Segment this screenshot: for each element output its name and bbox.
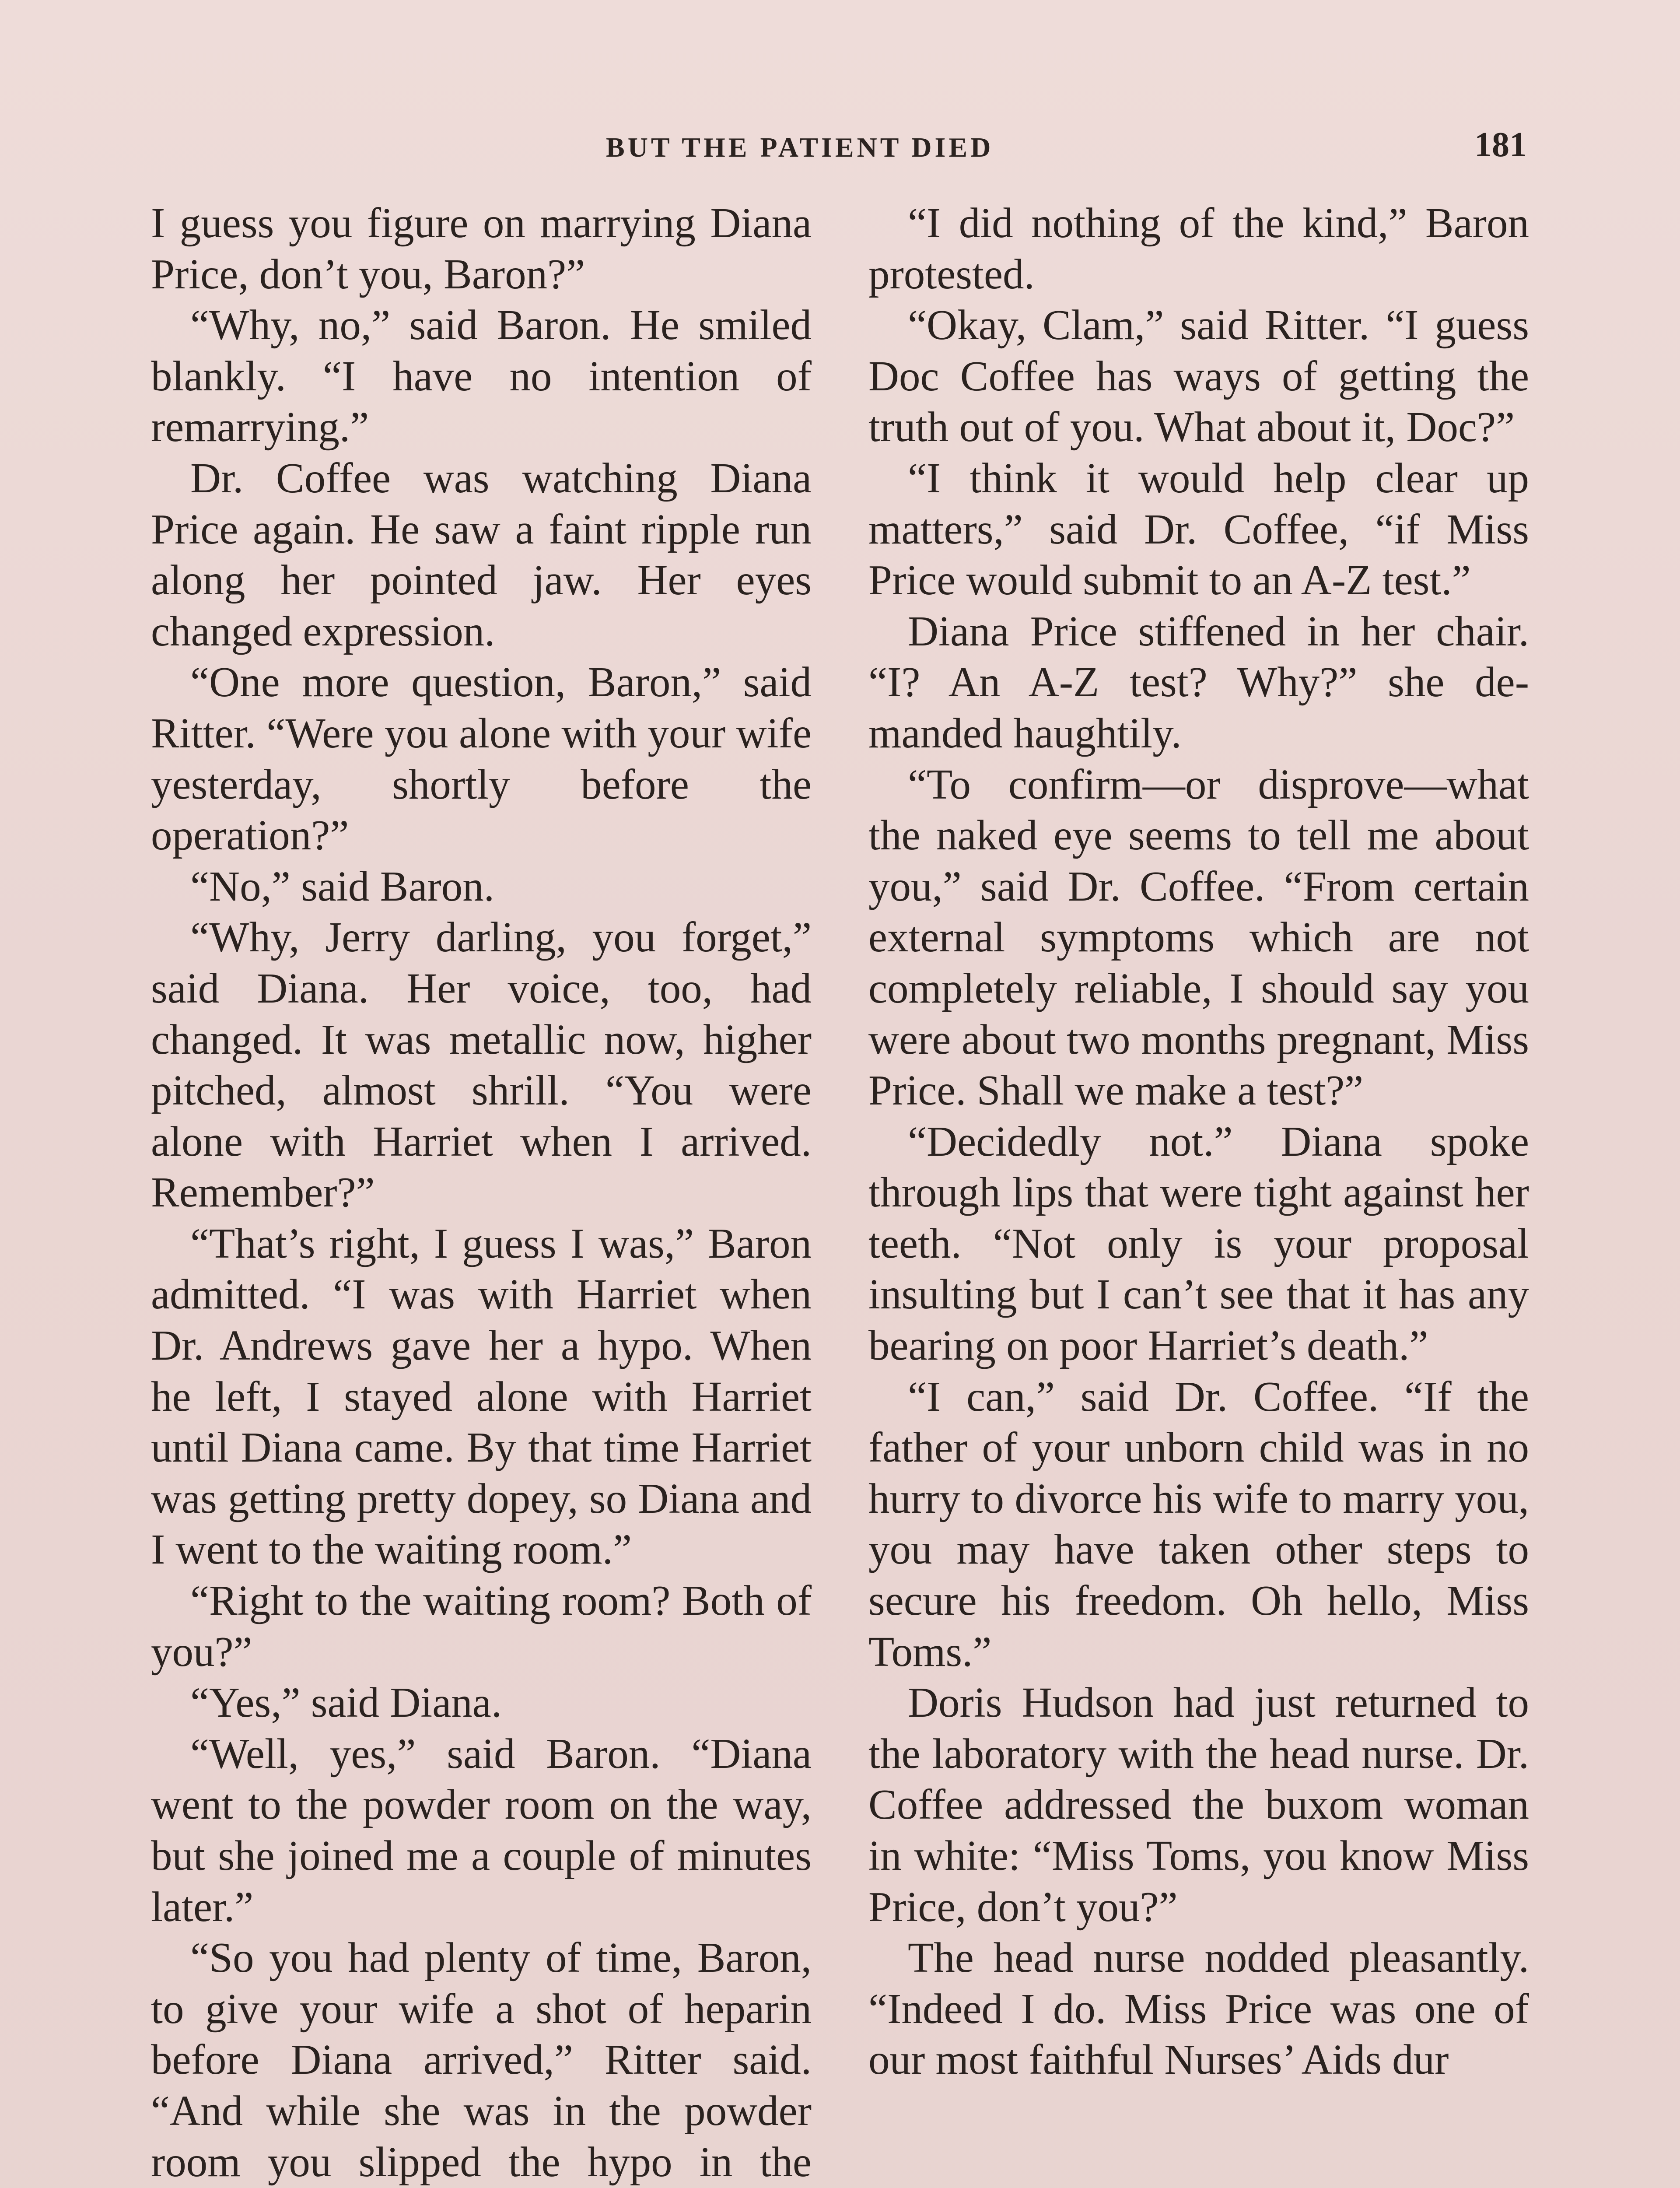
paragraph: The head nurse nodded pleasantly. “Indeed I do. Miss Price was one of our most faithful Nurses’ Aids dur: [868, 1934, 1529, 2083]
paragraph: “To confirm—or disprove—what the naked eye seems to tell me about you,” said Dr. Coffee. “From certain external symptoms which are not completely reliable, I should say you were about two months pregnant, Miss Price. Shall we make a test?”: [868, 761, 1529, 1114]
paragraph: Dr. Coffee was watching Diana Price again. He saw a faint ripple run along her pointed jaw. Her eyes changed expression.: [151, 454, 812, 655]
paragraph: “Why, Jerry darling, you forget,” said Diana. Her voice, too, had changed. It was metallic now, higher pitched, almost shrill. “You were alone with Harriet when I arrived. Remember?”: [151, 914, 812, 1216]
paragraph: “So you had plenty of time, Baron, to give your wife a shot of heparin before Diana arrived,” Ritter said. “And while she was in the powder room you slipped the hypo in the: [151, 1934, 812, 2185]
paragraph: Doris Hudson had just returned to the laboratory with the head nurse. Dr. Coffee addressed the buxom woman in white: “Miss Toms, you know Miss Price, don’t you?”: [868, 1679, 1529, 1930]
right-text-column: [868, 198, 1529, 2086]
paragraph: “Well, yes,” said Baron. “Diana went to the powder room on the way, but she joined me a couple of minutes later.”: [151, 1730, 812, 1930]
paragraph: Diana Price stiffened in her chair. “I? An A-Z test? Why?” she demanded haughtily.: [868, 607, 1529, 757]
paragraph: “I think it would help clear up matters,” said Dr. Coffee, “if Miss Price would submit to an A-Z test.”: [868, 454, 1529, 604]
paragraph: “I did nothing of the kind,” Baron protested.: [868, 200, 1529, 298]
paragraph: “Yes,” said Diana.: [190, 1679, 502, 1726]
running-head-title: BUT THE PATIENT DIED: [606, 132, 994, 163]
paragraph: “No,” said Baron.: [190, 863, 494, 910]
left-text-column: [151, 198, 812, 2188]
paragraph: “One more question, Baron,” said Ritter. “Were you alone with your wife yesterday, shortly before the operation?”: [151, 659, 812, 859]
paragraph: “I can,” said Dr. Coffee. “If the father of your unborn child was in no hurry to divorce his wife to marry you, you may have taken other steps to secure his freedom. Oh hello, Miss Toms.”: [868, 1373, 1529, 1675]
paragraph: “Decidedly not.” Diana spoke through lips that were tight against her teeth. “Not only is your proposal insulting but I can’t see that it has any bearing on poor Harriet’s death.”: [868, 1118, 1529, 1369]
paragraph: “That’s right, I guess I was,” Baron admitted. “I was with Harriet when Dr. Andrews gave her a hypo. When he left, I stayed alone with Harriet until Diana came. By that time Harriet was getting pretty dopey, so Diana and I went to the waiting room.”: [151, 1220, 812, 1573]
paragraph: “Why, no,” said Baron. He smiled blankly. “I have no intention of remarrying.”: [151, 302, 812, 451]
page-number: 181: [1474, 126, 1527, 164]
paragraph: “Okay, Clam,” said Ritter. “I guess Doc Coffee has ways of getting the truth out of you. What about it, Doc?”: [868, 302, 1529, 451]
paragraph: I guess you figure on marrying Diana Price, don’t you, Baron?”: [151, 200, 812, 298]
paragraph: “Right to the waiting room? Both of you?”: [151, 1577, 812, 1675]
